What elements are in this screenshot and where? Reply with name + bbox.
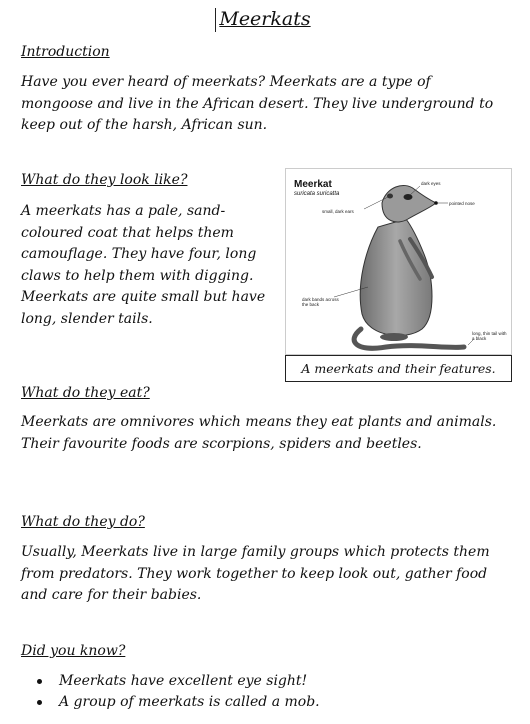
fact-text: Meerkats have excellent eye sight!: [59, 673, 308, 689]
label-small-dark-ears: small, dark ears: [322, 209, 354, 214]
document-title: Meerkats: [219, 8, 311, 30]
list-item: [21, 671, 320, 692]
label-dark-eyes: dark eyes: [421, 181, 441, 186]
bullet-icon: [37, 679, 42, 684]
label-dark-bands: dark bands across the back: [302, 297, 339, 307]
diet-paragraph: Meerkats are omnivores which means they eat plants and animals. Their favourite foods are scorpions, spiders and beetles.: [21, 414, 497, 452]
fact-text: A group of meerkats is called a mob.: [59, 694, 320, 710]
diagram-caption: A meerkats and their features.: [285, 355, 512, 382]
label-pointed-nose: pointed nose: [449, 201, 475, 206]
appearance-paragraph: A meerkats has a pale, sand-coloured coat that helps them camouflage. They have four, long claws to help them with digging. Meerkats are quite small but have long, slender tails.: [21, 203, 266, 327]
introduction-heading: Introduction: [21, 44, 110, 60]
behaviour-heading: What do they do?: [21, 514, 145, 530]
diet-heading: What do they eat?: [21, 385, 150, 401]
appearance-heading: What do they look like?: [21, 172, 188, 188]
facts-list: [21, 671, 320, 713]
introduction-paragraph: Have you ever heard of meerkats? Meerkats are a type of mongoose and live in the African desert. They live underground to keep out of the harsh, African sun.: [21, 74, 494, 133]
facts-heading: Did you know?: [21, 643, 126, 659]
list-item: [21, 692, 320, 713]
meerkat-diagram: [285, 168, 512, 355]
behaviour-paragraph: Usually, Meerkats live in large family groups which protects them from predators. They work together to keep look out, gather food and care for their babies.: [21, 544, 490, 603]
diagram-title: Meerkat: [294, 179, 332, 190]
bullet-icon: [37, 700, 42, 705]
diagram-subtitle: suricata suricatta: [294, 191, 340, 197]
label-long-thin-tail: long, thin tail with a black: [472, 331, 507, 341]
